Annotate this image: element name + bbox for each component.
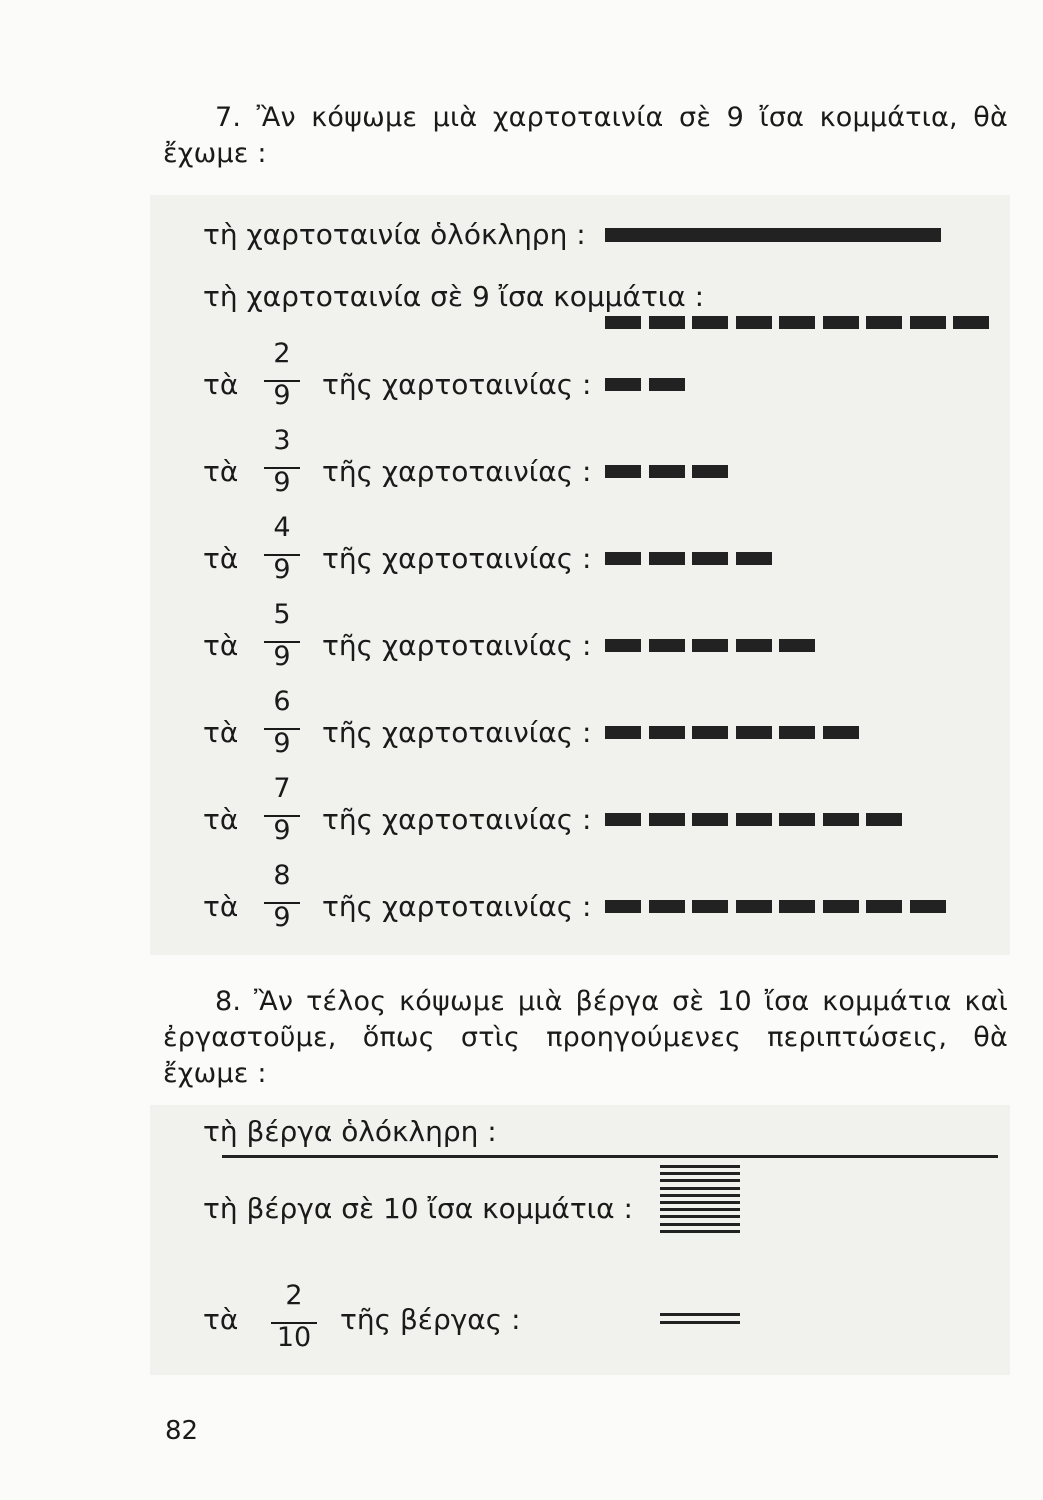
strip-piece [779,639,815,652]
whole-rod [222,1155,998,1158]
row-article: τὰ [203,890,239,923]
strip-piece [866,316,902,329]
strip-piece [823,316,859,329]
strip-pieces-label: τὴ χαρτοταινία σὲ 9 ἴσα κομμάτια : [203,280,705,313]
rod-piece [660,1223,740,1226]
strip-piece [736,813,772,826]
strip-piece [779,813,815,826]
rod-piece [660,1321,740,1324]
rod-row-label: τῆς βέργας : [340,1303,521,1336]
rod-piece [660,1208,740,1211]
row-label: τῆς χαρτοταινίας : [322,890,592,923]
whole-rod-label: τὴ βέργα ὁλόκληρη : [203,1115,497,1148]
strip-piece [605,900,641,913]
strip-piece [823,813,859,826]
rod-piece [660,1179,740,1182]
row-article: τὰ [203,629,239,662]
fraction-numerator: 8 [273,860,291,891]
fraction-denominator: 9 [273,902,291,933]
strip-piece [605,465,641,478]
strip-piece [692,316,728,329]
strip-piece [605,316,641,329]
strip-piece [779,316,815,329]
rod-fraction-denominator: 10 [276,1322,312,1353]
strip-piece [866,813,902,826]
row-article: τὰ [203,803,239,836]
strip-piece [953,316,989,329]
strip-piece [736,639,772,652]
row-article: τὰ [203,455,239,488]
rod-piece [660,1215,740,1218]
row-label: τῆς χαρτοταινίας : [322,803,592,836]
strip-piece [605,813,641,826]
fraction-denominator: 9 [273,554,291,585]
rod-fraction-numerator: 2 [285,1280,303,1311]
fraction-denominator: 9 [273,380,291,411]
strip-piece [736,900,772,913]
strip-piece [692,813,728,826]
row-label: τῆς χαρτοταινίας : [322,455,592,488]
rod-piece [660,1187,740,1190]
strip-piece [605,726,641,739]
strip-piece [649,639,685,652]
strip-piece [692,900,728,913]
strip-piece [823,726,859,739]
rod-piece [660,1230,740,1233]
fraction-denominator: 9 [273,728,291,759]
section-7-intro: 7. Ἂν κόψωμε μιὰ χαρτοταινία σὲ 9 ἴσα κομμάτια, θὰ ἔχωμε : [163,102,1008,169]
strip-piece [736,552,772,565]
strip-piece [866,900,902,913]
fraction-numerator: 4 [273,512,291,543]
page-number: 82 [165,1416,199,1446]
row-article: τὰ [203,542,239,575]
fraction-numerator: 3 [273,425,291,456]
rod-pieces-label: τὴ βέργα σὲ 10 ἴσα κομμάτια : [203,1192,633,1225]
fraction-numerator: 7 [273,773,291,804]
strip-piece [779,900,815,913]
fraction-denominator: 9 [273,467,291,498]
strip-piece [910,316,946,329]
strip-piece [736,316,772,329]
strip-piece [823,900,859,913]
fraction-denominator: 9 [273,641,291,672]
section-8-intro: 8. Ἂν τέλος κόψωμε μιὰ βέργα σὲ 10 ἴσα κομμάτια καὶ ἐργαστοῦμε, ὅπως στὶς προηγούμενες περιπτώσεις, θὰ ἔχωμε : [163,986,1008,1089]
rod-piece [660,1201,740,1204]
strip-piece [692,465,728,478]
row-article: τὰ [203,368,239,401]
whole-strip-label: τὴ χαρτοταινία ὁλόκληρη : [203,218,586,251]
strip-piece [692,726,728,739]
strip-piece [692,639,728,652]
row-label: τῆς χαρτοταινίας : [322,542,592,575]
rod-piece [660,1172,740,1175]
strip-piece [649,465,685,478]
fraction-numerator: 5 [273,599,291,630]
strip-piece [649,552,685,565]
rod-piece [660,1313,740,1316]
strip-piece [605,639,641,652]
strip-piece [779,726,815,739]
strip-piece [649,813,685,826]
fraction-denominator: 9 [273,815,291,846]
row-label: τῆς χαρτοταινίας : [322,716,592,749]
row-label: τῆς χαρτοταινίας : [322,368,592,401]
strip-piece [649,900,685,913]
rod-piece [660,1165,740,1168]
strip-piece [649,726,685,739]
rod-piece [660,1194,740,1197]
strip-piece [736,726,772,739]
rod-article: τὰ [203,1303,239,1336]
whole-strip [605,228,941,242]
row-label: τῆς χαρτοταινίας : [322,629,592,662]
strip-piece [692,552,728,565]
strip-piece [649,316,685,329]
strip-piece [910,900,946,913]
fraction-numerator: 2 [273,338,291,369]
strip-piece [605,378,641,391]
row-article: τὰ [203,716,239,749]
strip-piece [605,552,641,565]
strip-piece [649,378,685,391]
fraction-numerator: 6 [273,686,291,717]
